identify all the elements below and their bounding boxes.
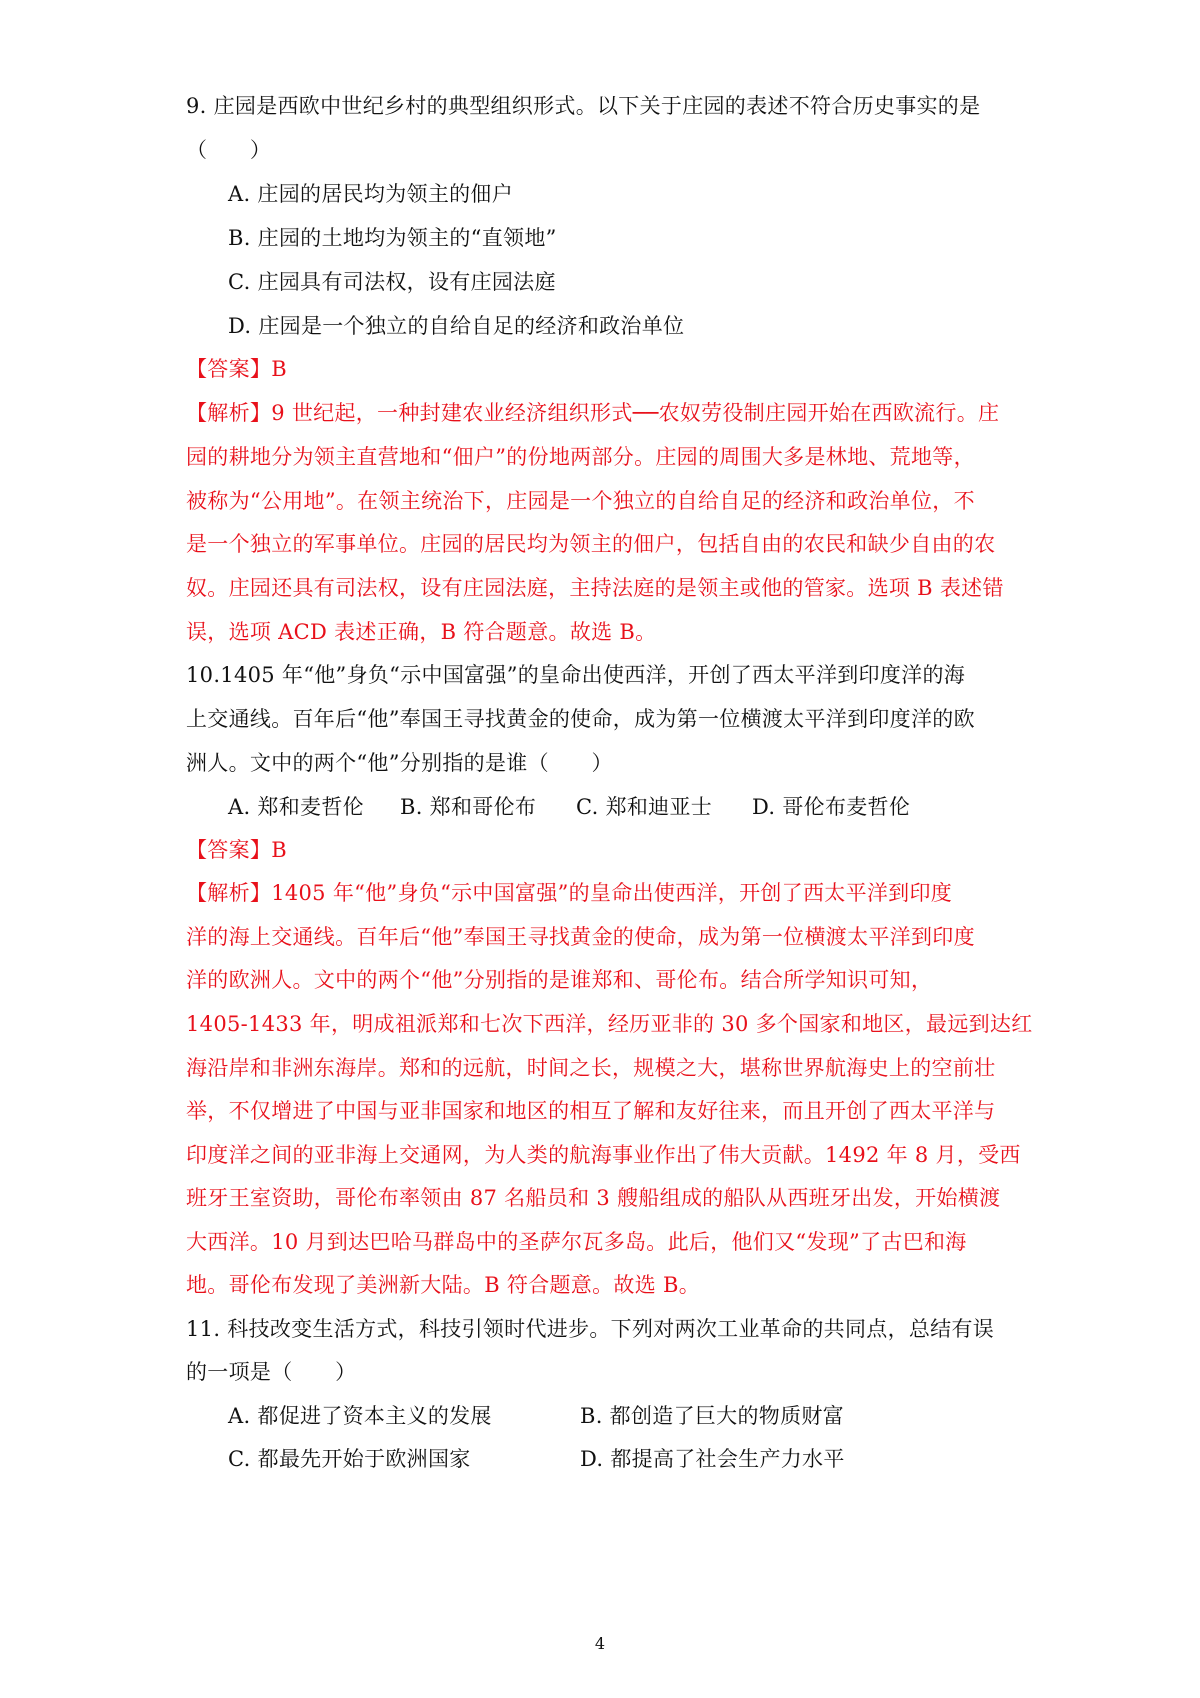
analysis-text: 1405 年“他”身负“示中国富强”的皇命出使西洋，开创了西太平洋到印度: [271, 881, 953, 905]
q9-analysis-line-3: 被称为“公用地”。在领主统治下，庄园是一个独立的自给自足的经济和政治单位，不: [186, 489, 975, 513]
answer-tag: 【答案】: [186, 838, 272, 862]
q10-analysis-line-5: 海沿岸和非洲东海岸。郑和的远航，时间之长，规模之大，堪称世界航海史上的空前壮: [186, 1056, 996, 1080]
q9-analysis-line-1: [186, 398, 999, 428]
q9-stem-line-2: （ ）: [186, 138, 272, 162]
q11-option-c: C. 都最先开始于欧洲国家: [228, 1447, 471, 1471]
q10-analysis-line-7: 印度洋之间的亚非海上交通网，为人类的航海事业作出了伟大贡献。1492 年 8 月，受西: [186, 1143, 1021, 1167]
q11-stem-line-1: 11. 科技改变生活方式，科技引领时代进步。下列对两次工业革命的共同点，总结有误: [186, 1317, 995, 1341]
q9-option-d: D. 庄园是一个独立的自给自足的经济和政治单位: [228, 314, 685, 338]
q10-analysis-line-2: 洋的海上交通线。百年后“他”奉国王寻找黄金的使命，成为第一位横渡太平洋到印度: [186, 925, 975, 949]
q10-analysis-line-9: 大西洋。10 月到达巴哈马群岛中的圣萨尔瓦多岛。此后，他们又“发现”了古巴和海: [186, 1230, 967, 1254]
q10-option-b: B. 郑和哥伦布: [400, 795, 537, 819]
answer-value: B: [271, 357, 287, 381]
q10-analysis-line-6: 举，不仅增进了中国与亚非国家和地区的相互了解和友好往来，而且开创了西太平洋与: [186, 1099, 996, 1123]
q10-analysis-line-3: 洋的欧洲人。文中的两个“他”分别指的是谁郑和、哥伦布。结合所学知识可知，: [186, 968, 933, 992]
q10-option-c: C. 郑和迪亚士: [576, 795, 713, 819]
q10-option-a: A. 郑和麦哲伦: [228, 795, 364, 819]
answer-value: B: [271, 838, 287, 862]
analysis-tag: 【解析】: [186, 401, 272, 425]
q9-analysis-line-4: 是一个独立的军事单位。庄园的居民均为领主的佃户，包括自由的农民和缺少自由的农: [186, 532, 996, 556]
q9-answer: [186, 354, 287, 384]
q10-stem-line-3: 洲人。文中的两个“他”分别指的是谁（ ）: [186, 751, 613, 775]
analysis-tag: 【解析】: [186, 881, 272, 905]
q11-stem-line-2: 的一项是（ ）: [186, 1360, 357, 1384]
q10-analysis-line-8: 班牙王室资助，哥伦布率领由 87 名船员和 3 艘船组成的船队从西班牙出发，开始横渡: [186, 1186, 1001, 1210]
q11-option-d: D. 都提高了社会生产力水平: [580, 1447, 845, 1471]
q9-stem-line-1: 9. 庄园是西欧中世纪乡村的典型组织形式。以下关于庄园的表述不符合历史事实的是: [186, 94, 981, 118]
q10-options: [228, 792, 910, 822]
q10-stem-line-2: 上交通线。百年后“他”奉国王寻找黄金的使命，成为第一位横渡太平洋到印度洋的欧: [186, 707, 975, 731]
analysis-text: 9 世纪起，一种封建农业经济组织形式──农奴劳役制庄园开始在西欧流行。庄: [271, 401, 1000, 425]
q9-analysis-line-6: 误，选项 ACD 表述正确，B 符合题意。故选 B。: [186, 620, 657, 644]
q9-option-c: C. 庄园具有司法权，设有庄园法庭: [228, 270, 556, 294]
q10-analysis-line-4: 1405-1433 年，明成祖派郑和七次下西洋，经历亚非的 30 多个国家和地区，最远到达红: [186, 1012, 1033, 1036]
q9-option-b: B. 庄园的土地均为领主的“直领地”: [228, 226, 557, 250]
q10-answer: [186, 835, 287, 865]
q10-option-d: D. 哥伦布麦哲伦: [752, 795, 911, 819]
q9-analysis-line-5: 奴。庄园还具有司法权，设有庄园法庭，主持法庭的是领主或他的管家。选项 B 表述错: [186, 576, 1004, 600]
q9-option-a: A. 庄园的居民均为领主的佃户: [228, 182, 514, 206]
q10-stem-line-1: 10.1405 年“他”身负“示中国富强”的皇命出使西洋，开创了西太平洋到印度洋的海: [186, 663, 966, 687]
page-number: 4: [594, 1634, 606, 1653]
q9-analysis-line-2: 园的耕地分为领主直营地和“佃户”的份地两部分。庄园的周围大多是林地、荒地等，: [186, 445, 975, 469]
q10-analysis-line-10: 地。哥伦布发现了美洲新大陆。B 符合题意。故选 B。: [186, 1273, 701, 1297]
answer-tag: 【答案】: [186, 357, 272, 381]
q11-option-a: A. 都促进了资本主义的发展: [228, 1404, 492, 1428]
q10-analysis-line-1: [186, 878, 952, 908]
q11-option-b: B. 都创造了巨大的物质财富: [580, 1404, 844, 1428]
